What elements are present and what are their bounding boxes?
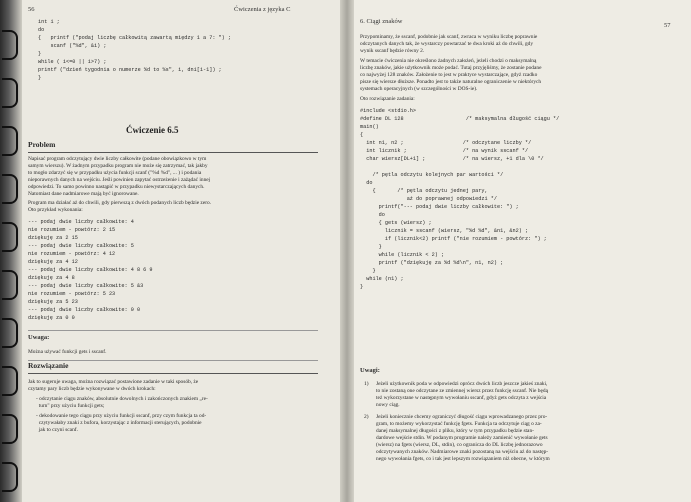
sample-line: dziękuję za 4 8 [28,275,75,281]
sample-line: --- podaj dwie liczby całkowite: 0 0 [28,307,141,313]
running-header: 6. Ciągi znaków [360,18,403,25]
divider [28,373,318,374]
divider [28,330,318,331]
sample-line: --- podaj dwie liczby całkowite: 5 &3 [28,283,144,289]
paragraph-line: czytamy pary liczb będzie wykonywane w dwóch krokach: [28,386,156,392]
note-text: Można używać funkcji gets i sscanf. [28,349,107,355]
paragraph-line: pisze się wiersze dłuższe. Ponadto jest to także naturalne ograniczenie w niektórych [360,79,542,85]
list-marker: 2) [364,414,369,420]
sample-line: nie rozumiem - powtórz: 4 12 [28,251,116,257]
bullet-line: turn" przy użyciu funkcji gets; [36,403,105,409]
code-line: printf ("dziękuję za %d %d\n", n1, n2) ; [360,260,504,266]
remark-line: też wykorzystane w następnym wywołaniu sscanf, gdyż gets odczyta z wejścia [376,395,547,401]
sample-line: --- podaj dwie liczby całkowite: 4 [28,219,134,225]
remark-line: odczytywanych znaków. Nadmiarowe znaki pozostaną na wejściu aż do następ- [376,449,549,455]
paragraph-line: Jak to sugeruje uwaga, można rozwiązać postawione zadanie w taki sposób, że [28,379,199,385]
right-page [354,0,691,502]
remarks-heading: Uwagi: [360,367,380,374]
running-header: Ćwiczenia z języka C [234,6,291,13]
code-line: } [38,75,42,81]
page-gutter [340,0,354,502]
section-heading: Problem [28,140,56,149]
section-heading: Rozwiązanie [28,361,69,370]
left-page [22,0,340,502]
paragraph-line: liczbę znaków, jakie użytkownik może podać. Tutaj przyjęliśmy, że zostanie podane [360,65,542,71]
spiral-binding [0,0,22,502]
sample-line: dziękuję za 5 23 [28,299,78,305]
paragraph-line: odczytanych danych tak, że wystarczy powtarzać te dwa kroki aż do chwili, gdy [360,41,534,47]
code-line: if (licznik<2) printf ("nie rozumiem - powtórz: ") ; [360,236,547,242]
code-line: #define DL 128 /* maksymalna długość ciągu */ [360,116,560,122]
code-line: while ( i<=0 || i>7) ; [38,59,107,65]
paragraph-line: odpowiedzi. To samo powinno nastąpić w przypadku niewystarczających danych. [28,184,205,190]
code-line: do [360,212,385,218]
binding-ring [2,30,18,60]
code-line: printf ("dzień tygodnia o numerze %d to %s", i, dni[i-1]) ; [38,67,222,73]
binding-ring [2,462,18,492]
exercise-title: Ćwiczenie 6.5 [126,125,179,135]
sample-line: dziękuję za 0 0 [28,315,75,321]
paragraph-line: W temacie ćwiczenia nie określono żadnych założeń, jeżeli chodzi o maksymalną [360,58,537,64]
code-line: } [38,51,42,57]
code-line: int i ; [38,19,60,25]
remark-line: nego wywołania fgets, co i tak jest lepszym rozwiązaniem niż obecne, w którym [376,456,550,462]
remark-line: nowy ciąg. [376,402,400,408]
paragraph-line: co najwyżej 128 znaków. Założenie to jest w praktyce wystarczające, gdyż rzadko [360,72,538,78]
sample-line: --- podaj dwie liczby całkowite: 5 [28,243,134,249]
binding-ring [2,270,18,300]
binding-ring [2,414,18,444]
bullet-line: czytywałaby znaki z bufora, korzystając z informacji sterujących, podobnie [36,420,202,426]
paragraph-line: Program ma działać aż do chwili, gdy pierwszą z dwóch podanych liczb będzie zero. [28,200,212,206]
paragraph-line: to mogło zdarzyć się w przypadku użycia funkcji scanf ("%d %d", ... ) i podania [28,170,202,176]
code-line: } [360,268,376,274]
remark-line: Jeżeli koniecznie chcemy ograniczyć długość ciągu wprowadzanego przez pro- [376,414,548,420]
code-line: { gets (wiersz) ; [360,220,432,226]
code-line: do [38,27,45,33]
note-heading: Uwaga: [28,334,50,341]
code-line: char wiersz[DL+1] ; /* na wiersz, +1 dla \0 */ [360,156,544,162]
code-line: int n1, n2 ; /* odczytane liczby */ [360,140,532,146]
binding-ring [2,126,18,156]
bullet-line: - odczytanie ciągu znaków, absolutnie dowolnych i zakończonych znakiem „re- [36,396,208,402]
paragraph-line: Oto rozwiązanie zadania: [360,96,415,102]
paragraph-line: Przypominamy, że sscanf, podobnie jak scanf, zwraca w wyniku liczbę poprawnie [360,34,538,40]
bullet-line: jak to czyni scanf. [36,427,78,433]
code-line: } [360,284,364,290]
remark-line: (wiersz) na fgets (wiersz, DL, stdin), co ogranicza do DL liczbę jednorazowo [376,442,543,448]
code-line: { [360,132,364,138]
code-line: } [360,244,382,250]
list-marker: 1) [364,381,369,387]
bullet-line: - dekodowanie tego ciągu przy użyciu funkcji sscanf, przy czym funkcja ta od- [36,413,207,419]
binding-ring [2,78,18,108]
code-line: while (licznik < 2) ; [360,252,445,258]
binding-ring [2,222,18,252]
code-line: printf("--- podaj dwie liczby całkowite: ") ; [360,204,519,210]
code-line: /* pętla odczytu kolejnych par wartości */ [360,172,504,178]
code-line: { /* pętla odczytu jednej pary, [360,188,488,194]
code-line: int licznik ; /* na wynik sscanf */ [360,148,529,154]
paragraph-line: nieporawnych danych na wejściu. Jeśli powinien zapytać ostrzeżenie i zażądać innej [28,177,211,183]
paragraph-line: Oto przykład wykonania: [28,207,83,213]
binding-ring [2,318,18,348]
code-line: { printf ("podaj liczbę całkowitą zawartą między 1 a 7: ") ; [38,35,232,41]
code-line: licznik = sscanf (wiersz, "%d %d", &n1, &n2) ; [360,228,529,234]
sample-line: dziękuję za 4 12 [28,259,78,265]
page-number: 57 [664,22,671,29]
sample-line: nie rozumiem - powtórz: 5 23 [28,291,116,297]
remark-line: Jeżeli użytkownik poda w odpowiedzi oprócz dwóch liczb jeszcze jakieś znaki, [376,381,548,387]
binding-ring [2,174,18,204]
paragraph-line: Natomiast dane nadmiarowe mają być ignorowane. [28,191,139,197]
code-line: while (n1) ; [360,276,404,282]
paragraph-line: samym wierszu). W żadnym przypadku program nie może się zatrzymać, tak jakby [28,163,208,169]
remark-line: danej maksymalnej długości z pliku, który w tym przypadku będzie stan- [376,428,534,434]
code-line: aż do poprawnej odpowiedzi */ [360,196,497,202]
code-line: #include <stdio.h> [360,108,417,114]
divider [28,152,318,153]
code-line: main() [360,124,379,130]
sample-line: nie rozumiem - powtórz: 2 15 [28,227,116,233]
remark-line: to nie zostaną one odczytane ze zmiennej wiersz przez funkcję sscanf. Nie będą [376,388,548,394]
binding-ring [2,366,18,396]
page-number: 56 [28,6,35,13]
sample-line: dziękuję za 2 15 [28,235,78,241]
code-line: do [360,180,373,186]
paragraph-line: systemach operacyjnych (w szczególności w DOS-ie). [360,86,478,92]
remark-line: gram, to możemy wykorzystać funkcję fgets. Funkcja ta odczytuje ciąg o za- [376,421,542,427]
sample-line: --- podaj dwie liczby całkowite: 4 8 6 9 [28,267,153,273]
divider [28,360,318,361]
paragraph-line: wynik sscanf będzie równy 2. [360,48,425,54]
remark-line: dardowe wejście stdin. W podanym programie należy zamienić wywołanie gets [376,435,548,441]
code-line: scanf ("%d", &i) ; [38,43,107,49]
paragraph-line: Napisać program odczytujący dwie liczby całkowite (podane obowiązkowo w tym [28,156,207,162]
